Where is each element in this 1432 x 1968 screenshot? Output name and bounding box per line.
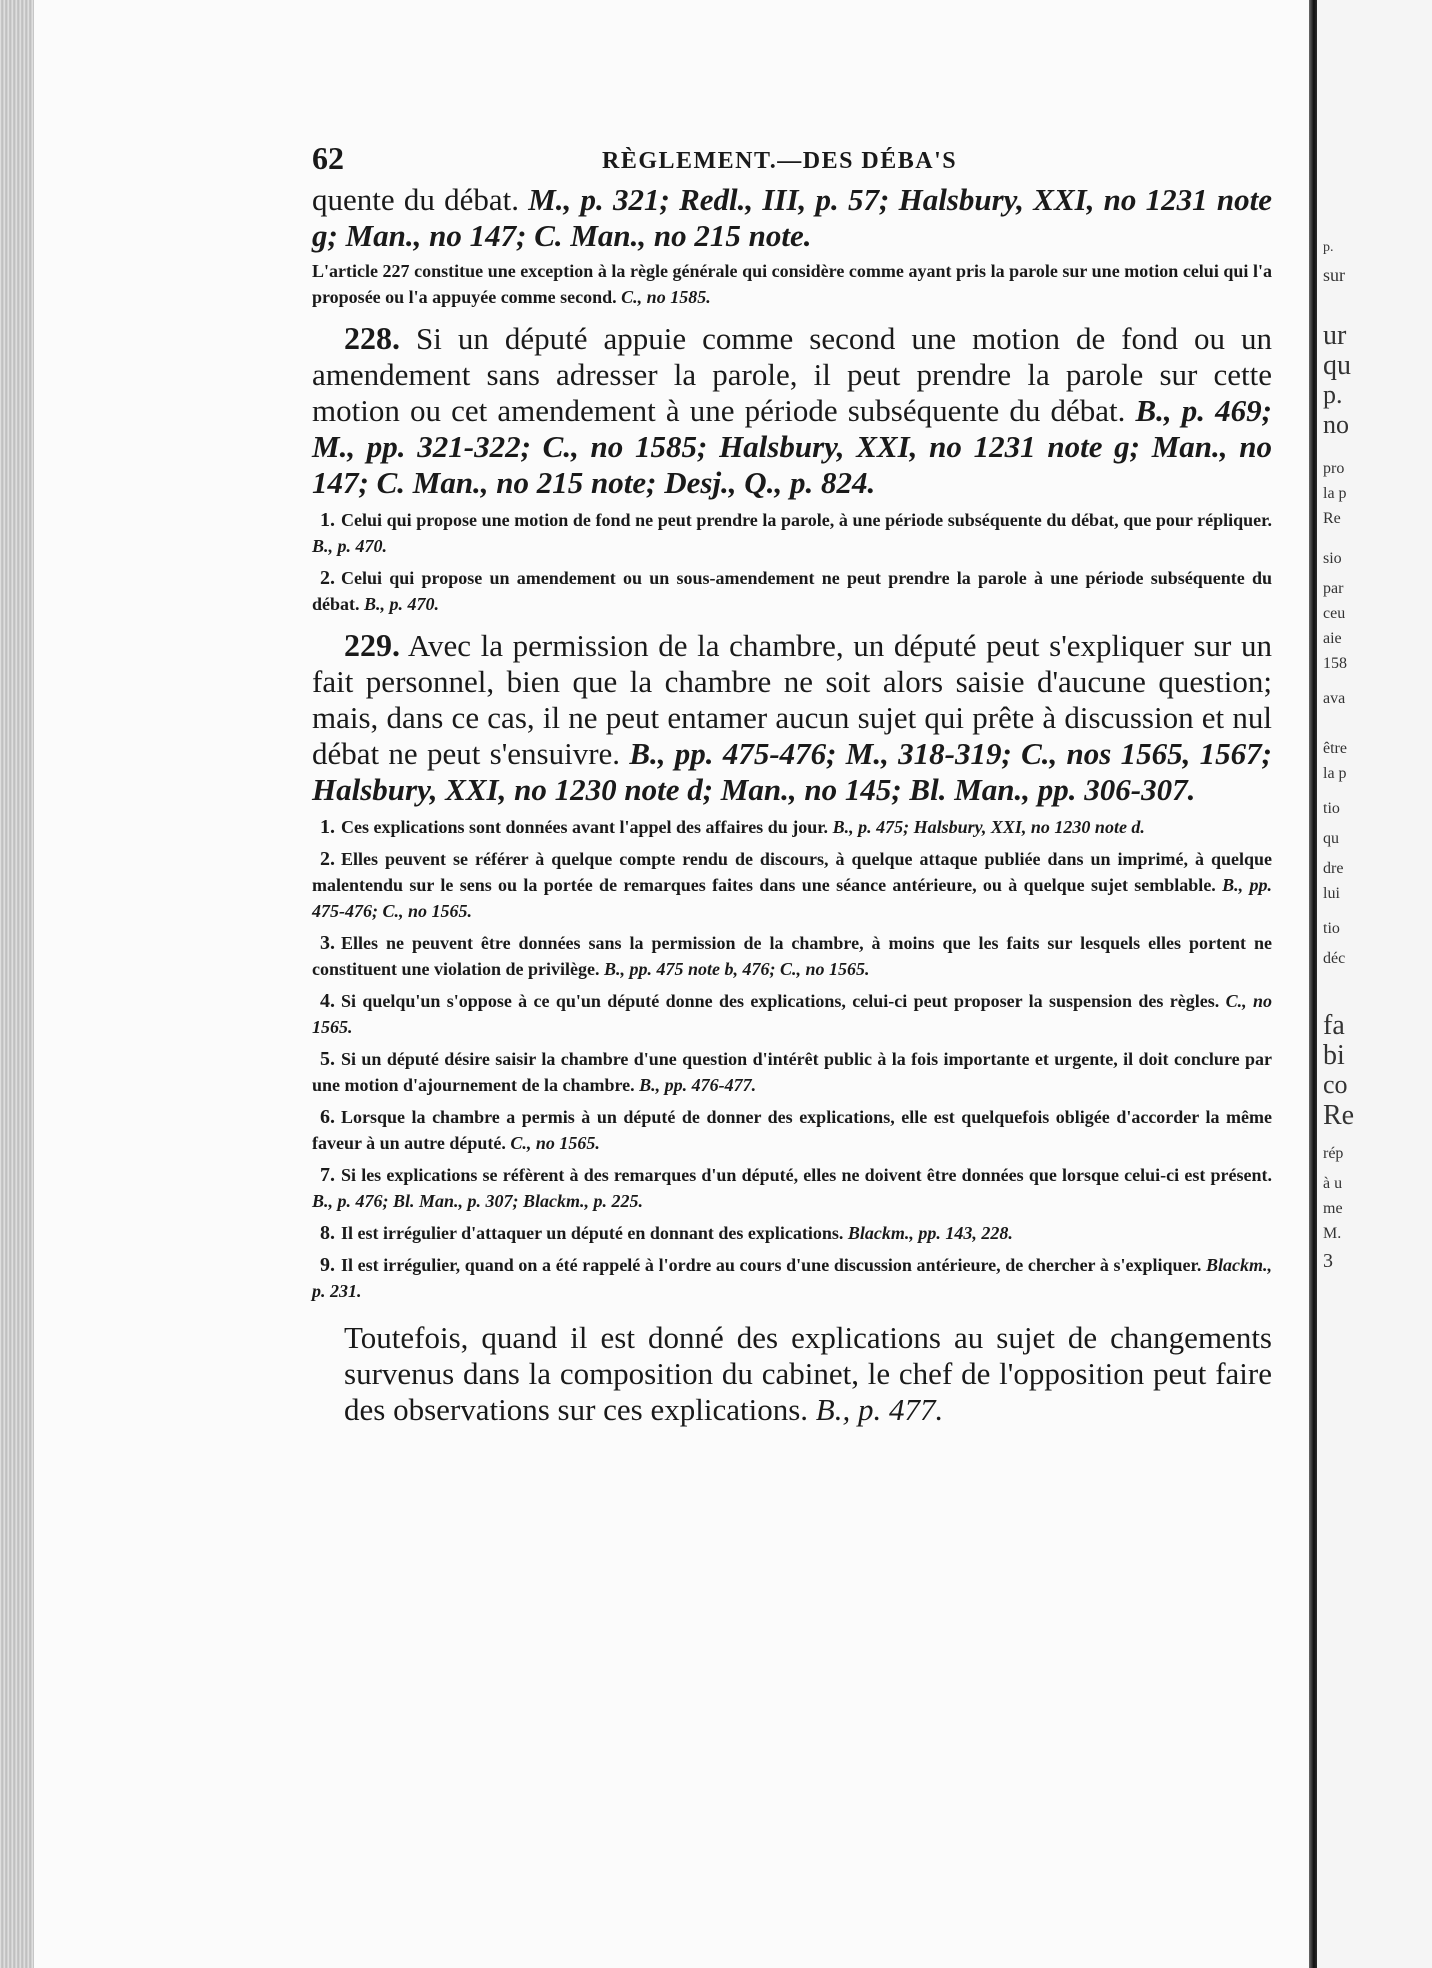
article-note (312, 1252, 1272, 1304)
note-text: Celui qui propose un amendement ou un sous-amendement ne peut prendre la parole à une période subséquente du débat. (312, 568, 1272, 614)
running-head: RÈGLEMENT.—DES DÉBA'S (602, 148, 958, 174)
article-note (312, 814, 1272, 840)
note-reference: B., pp. 475-476; C., no 1565. (312, 875, 1273, 921)
note-reference: B., pp. 475 note b, 476; C., no 1565. (604, 959, 870, 979)
article-number: 229. (344, 627, 400, 663)
note-reference: Blackm., pp. 143, 228. (847, 1223, 1013, 1243)
article-note (312, 1162, 1272, 1214)
facing-page-fragment-text: 158 (1323, 655, 1347, 672)
article-paragraph (312, 320, 1272, 501)
facing-page-fragment-text: sur (1323, 265, 1345, 285)
note-reference: C., no 1565. (510, 1133, 600, 1153)
note-number: 3. (320, 932, 335, 954)
note-number: 9. (320, 1254, 335, 1276)
article-reference: B., pp. 475-476; M., 318-319; C., nos 1565, 1567; Halsbury, XXI, no 1230 note d; Man., no 145; Bl. Man., pp. 306-307. (312, 736, 1272, 807)
page-content (312, 140, 1272, 1428)
note-text: Si un député désire saisir la chambre d'une question d'intérêt public à la fois importante et urgente, il doit conclure par une motion d'ajournement de la chambre. (312, 1049, 1272, 1095)
articles (312, 320, 1272, 1304)
article-note (312, 1046, 1272, 1098)
facing-page-fragment-text: bi (1323, 1040, 1345, 1071)
closing-text: Toutefois, quand il est donné des explications au sujet de changements survenus dans la composition du cabinet, le chef de l'opposition peut faire des observations sur ces explications. (344, 1320, 1272, 1427)
article-number: 228. (344, 320, 400, 356)
article-note (312, 1220, 1272, 1246)
note-reference: B., p. 470. (312, 536, 388, 556)
article-note (312, 565, 1272, 617)
facing-page-fragment-text: aie (1323, 630, 1342, 647)
note-text: Si les explications se réfèrent à des remarques d'un député, elles ne doivent être données que lorsque celui-ci est présent. (341, 1165, 1272, 1185)
article-text: Avec la permission de la chambre, un député peut s'expliquer sur un fait personnel, bien que la chambre ne soit alors saisie d'aucune question; mais, dans ce cas, il ne peut entamer aucun sujet qui prête à discussion et nul débat ne peut s'ensuivre. (312, 628, 1272, 771)
book-gutter (1309, 0, 1317, 1968)
facing-page-fragment-text: no (1323, 410, 1349, 439)
book-page-edges (0, 0, 34, 1968)
facing-page-fragment-text: ceu (1323, 605, 1346, 622)
note-text: Celui qui propose une motion de fond ne peut prendre la parole, à une période subséquente du débat, que pour répliquer. (341, 510, 1272, 530)
article-text: Si un député appuie comme second une motion de fond ou un amendement sans adresser la parole, il peut prendre la parole sur cette motion ou cet amendement à une période subséquente du débat. (312, 321, 1272, 428)
note-number: 5. (320, 1048, 335, 1070)
article-note (312, 1104, 1272, 1156)
note-reference: B., p. 475; Halsbury, XXI, no 1230 note d. (832, 817, 1145, 837)
facing-page-fragment-text: tio (1323, 920, 1340, 937)
note-number: 1. (320, 509, 335, 531)
note-number: 8. (320, 1222, 335, 1244)
note-text: Ces explications sont données avant l'appel des affaires du jour. (341, 817, 833, 837)
note-reference: B., p. 470. (364, 594, 440, 614)
continuation-text: quente du débat. (312, 182, 529, 217)
facing-page-fragment-text: p. (1323, 240, 1334, 255)
intro-note-reference: C., no 1585. (621, 287, 711, 307)
continuation-paragraph (312, 182, 1272, 254)
facing-page-fragment-text: lui (1323, 885, 1340, 902)
intro-note (312, 258, 1272, 310)
closing-paragraph (312, 1320, 1272, 1428)
note-number: 2. (320, 848, 335, 870)
note-reference: C., no 1565. (312, 991, 1272, 1037)
facing-page-fragment-text: tio (1323, 800, 1340, 817)
facing-page-fragment-text: Re (1323, 1100, 1355, 1131)
facing-page-fragment-text: dre (1323, 860, 1344, 877)
note-text: Il est irrégulier, quand on a été rappelé à l'ordre au cours d'une discussion antérieure, de chercher à s'expliquer. (341, 1255, 1206, 1275)
facing-page-fragment-text: la p (1323, 765, 1347, 782)
note-number: 2. (320, 567, 335, 589)
facing-page-fragment-text: ava (1323, 690, 1346, 707)
facing-page-fragment (1317, 0, 1432, 1968)
closing-reference: B., p. 477. (815, 1392, 944, 1427)
note-reference: B., p. 476; Bl. Man., p. 307; Blackm., p. 225. (312, 1191, 644, 1211)
note-text: Lorsque la chambre a permis à un député de donner des explications, elle est quelquefois obligée d'accorder la même faveur à un autre député. (312, 1107, 1272, 1153)
article-reference: B., p. 469; M., pp. 321-322; C., no 1585; Halsbury, XXI, no 1231 note g; Man., no 147; C. Man., no 215 note; Desj., Q., p. 824. (312, 393, 1273, 500)
facing-page-fragment-text: fa (1323, 1010, 1345, 1041)
facing-page-fragment-text: Re (1323, 510, 1341, 527)
facing-page-fragment-text: p. (1323, 380, 1343, 409)
article-note (312, 930, 1272, 982)
facing-page-fragment-text: pro (1323, 460, 1345, 477)
page-header (312, 140, 1272, 180)
note-text: Elles ne peuvent être données sans la permission de la chambre, à moins que les faits sur lesquels elles portent ne constituent une violation de privilège. (312, 933, 1272, 979)
article-note (312, 988, 1272, 1040)
note-number: 7. (320, 1164, 335, 1186)
facing-page-fragment-text: ur (1323, 320, 1347, 351)
facing-page-fragment-text: qu (1323, 350, 1351, 381)
facing-page-fragment-text: co (1323, 1070, 1348, 1099)
facing-page-fragment-text: M. (1323, 1225, 1342, 1242)
note-reference: Blackm., p. 231. (312, 1255, 1272, 1301)
facing-page-fragment-text: par (1323, 580, 1344, 597)
note-number: 4. (320, 990, 335, 1012)
facing-page-fragment-text: sio (1323, 550, 1342, 567)
facing-page-fragment-text: 3 (1323, 1250, 1333, 1272)
page-number: 62 (312, 140, 344, 176)
note-text: Si quelqu'un s'oppose à ce qu'un député donne des explications, celui-ci peut proposer la suspension des règles. (341, 991, 1226, 1011)
article-note (312, 846, 1272, 924)
article-paragraph (312, 627, 1272, 808)
note-reference: B., pp. 476-477. (639, 1075, 757, 1095)
note-number: 1. (320, 816, 335, 838)
facing-page-fragment-text: me (1323, 1200, 1343, 1217)
facing-page-fragment-text: être (1323, 740, 1347, 757)
note-text: Elles peuvent se référer à quelque compte rendu de discours, à quelque attaque publiée dans un imprimé, à quelque malentendu sur le sens ou la portée de remarques faites dans une séance antérieure, ou à quelque sujet semblable. (312, 849, 1272, 895)
note-text: Il est irrégulier d'attaquer un député en donnant des explications. (341, 1223, 848, 1243)
intro-note-text: L'article 227 constitue une exception à la règle générale qui considère comme ayant pris la parole sur une motion celui qui l'a proposée ou l'a appuyée comme second. (312, 261, 1272, 307)
continuation-reference: M., p. 321; Redl., III, p. 57; Halsbury, XXI, no 1231 note g; Man., no 147; C. Man., no 215 note. (312, 182, 1273, 253)
facing-page-fragment-text: rép (1323, 1145, 1344, 1162)
facing-page-fragment-text: déc (1323, 950, 1346, 967)
note-number: 6. (320, 1106, 335, 1128)
facing-page-fragment-text: la p (1323, 485, 1347, 502)
article-note (312, 507, 1272, 559)
facing-page-fragment-text: à u (1323, 1175, 1343, 1192)
facing-page-fragment-text: qu (1323, 830, 1339, 847)
